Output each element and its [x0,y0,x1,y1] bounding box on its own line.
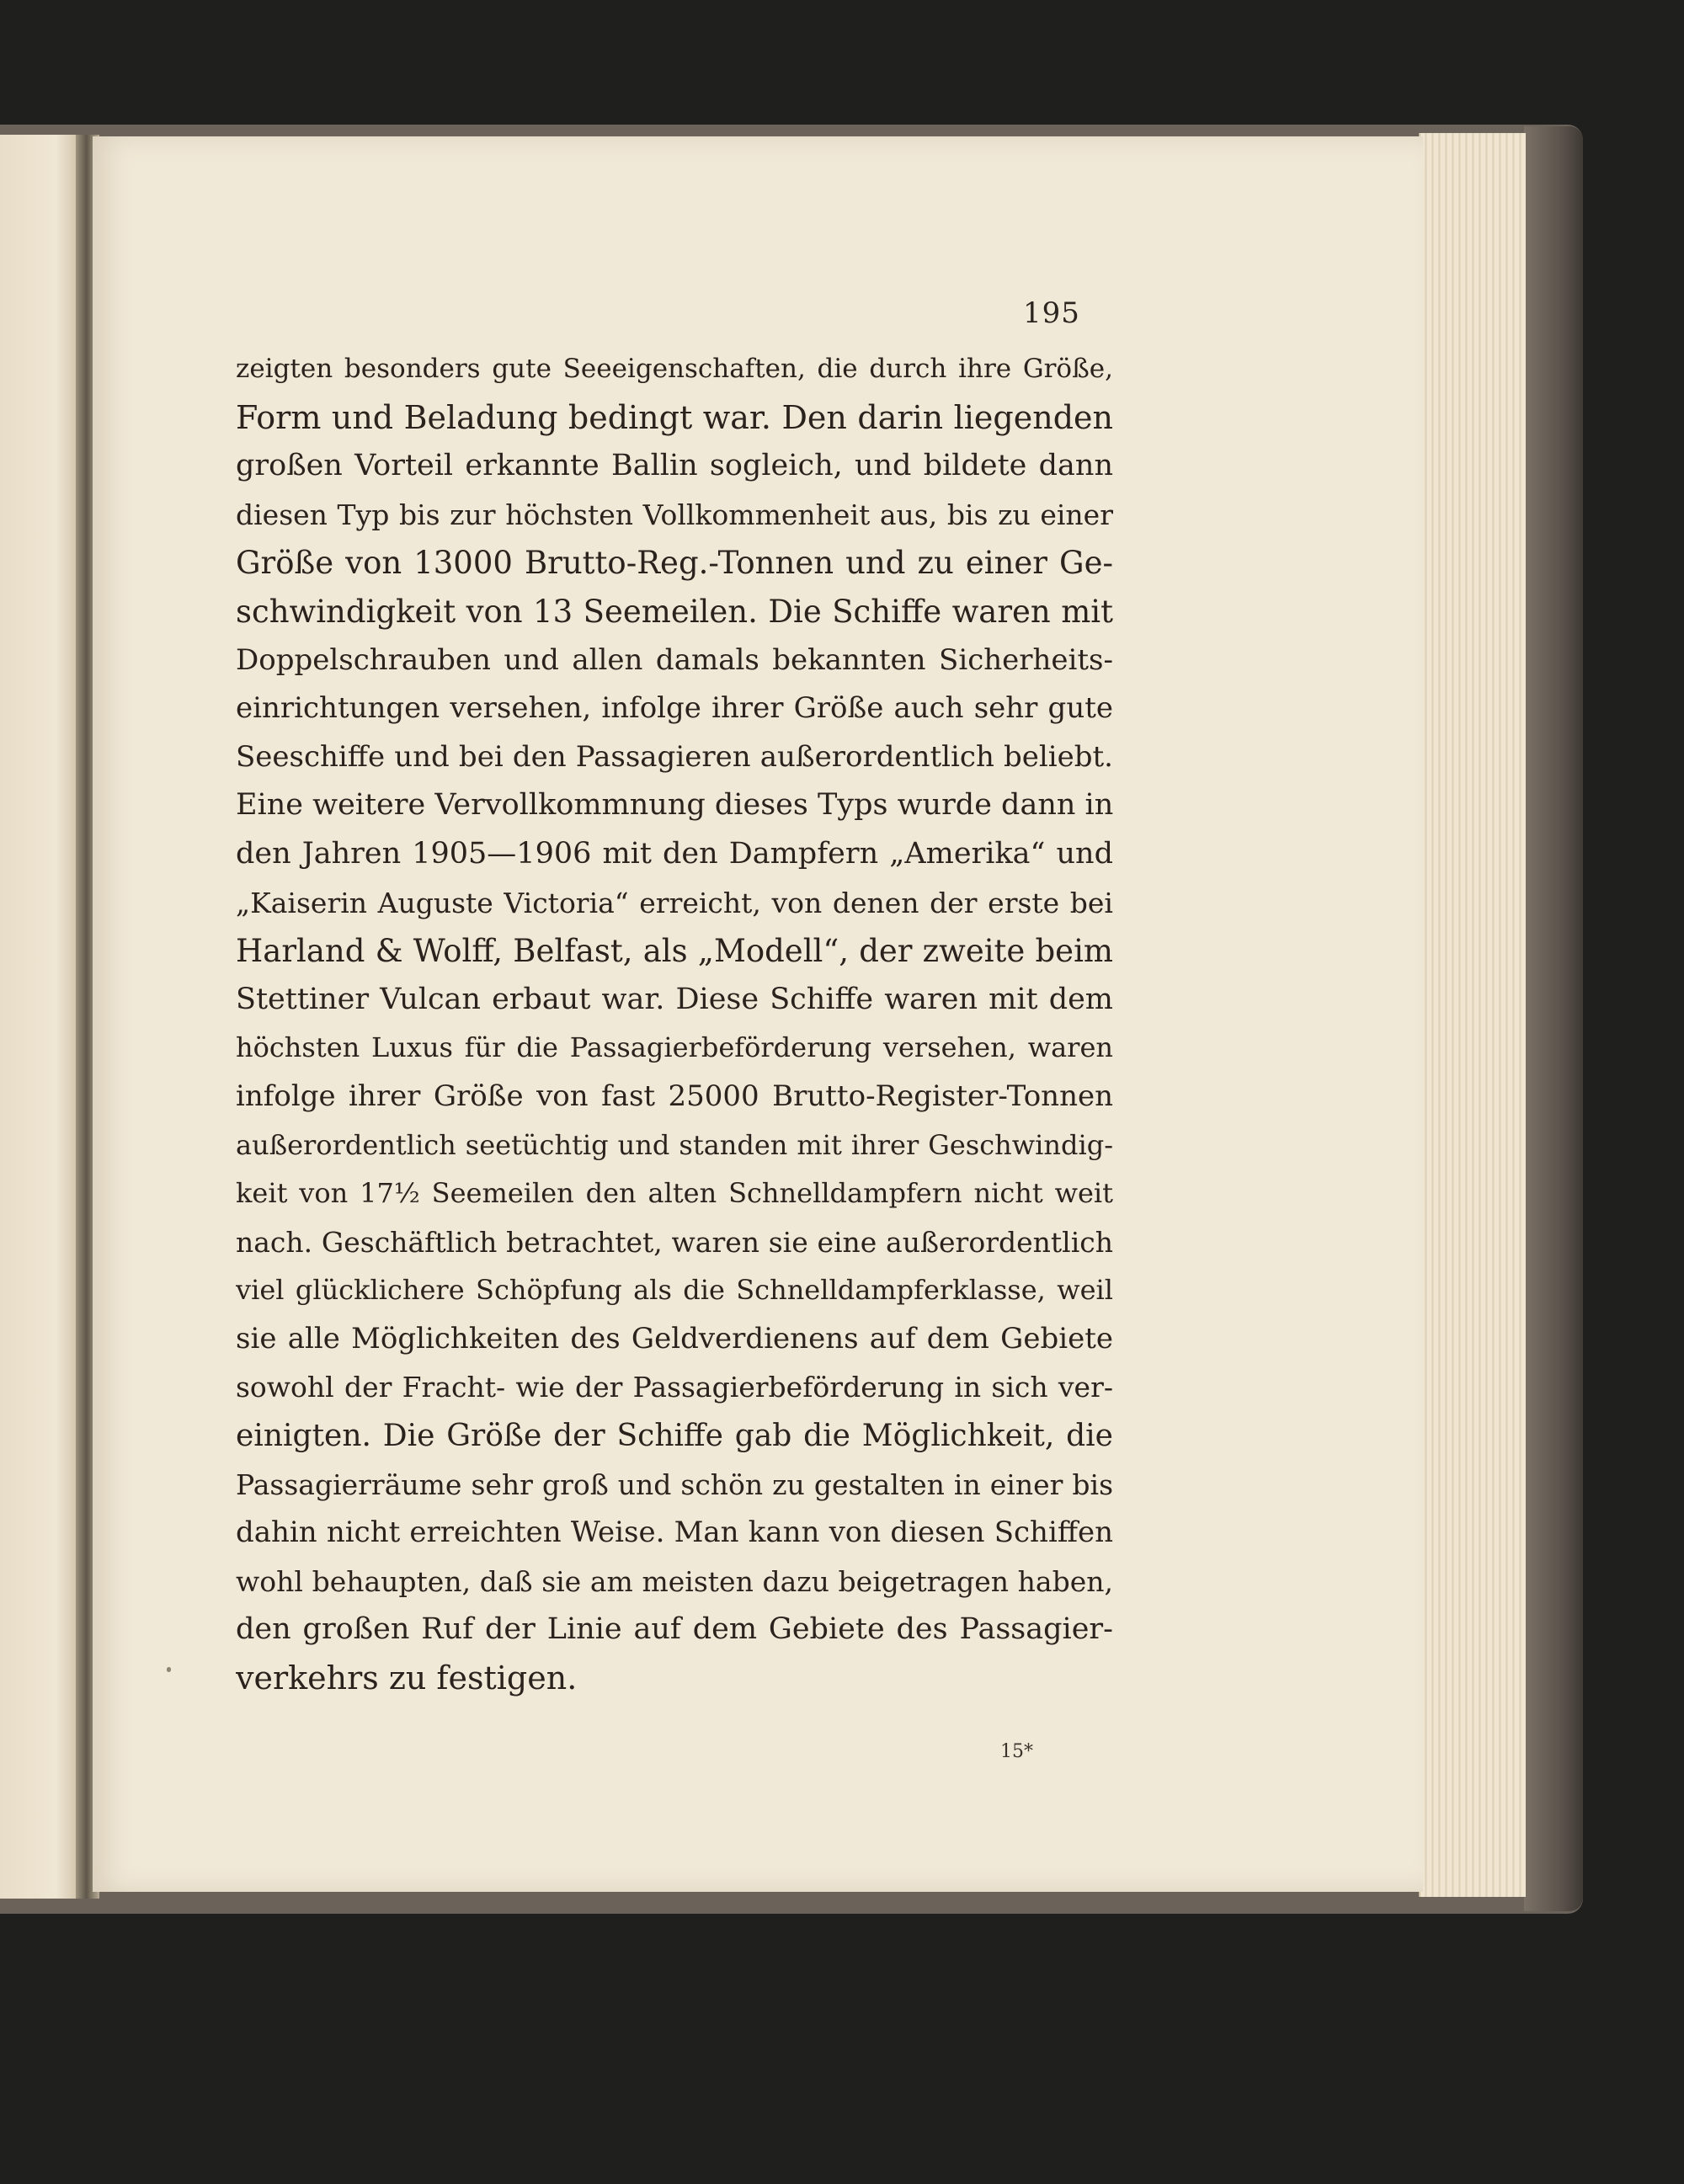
text-line: wohl behaupten, daß sie am meisten dazu beigetragen haben, [236,1564,1113,1598]
text-line: Eine weitere Vervollkommnung dieses Typs wurde dann in [236,788,1113,823]
text-line: „Kaiserin Auguste Victoria“ erreicht, von denen der erste bei [236,886,1113,919]
page-number: 195 [1023,296,1080,330]
paper-speck [167,1667,171,1672]
text-line: den Jahren 1905—1906 mit den Dampfern „Amerika“ und [236,836,1113,871]
text-line: Seeschiffe und bei den Passagieren außerordentlich beliebt. [236,739,1113,774]
text-line: einrichtungen versehen, infolge ihrer Größe auch sehr gute [236,691,1113,726]
text-line: sie alle Möglichkeiten des Geldverdienens auf dem Gebiete [236,1321,1113,1356]
text-line: den großen Ruf der Linie auf dem Gebiete des Passagier- [236,1612,1113,1647]
signature-mark: 15* [1000,1741,1033,1762]
text-line: großen Vorteil erkannte Ballin sogleich, und bildete dann [236,449,1113,483]
text-line: einigten. Die Größe der Schiffe gab die Möglichkeit, die [236,1419,1113,1454]
text-line: außerordentlich seetüchtig und standen mit ihrer Geschwindig- [236,1128,1113,1161]
text-line: verkehrs zu festigen. [236,1659,578,1697]
text-line: keit von 17½ Seemeilen den alten Schnelldampfern nicht weit [236,1177,1113,1210]
text-line: Stettiner Vulcan erbaut war. Diese Schiffe waren mit dem [236,982,1113,1016]
text-line: Form und Beladung bedingt war. Den darin liegenden [236,398,1113,436]
text-line: dahin nicht erreichten Weise. Man kann von diesen Schiffen [236,1515,1113,1550]
cover-edge [1524,126,1583,1911]
text-line: diesen Typ bis zur höchsten Vollkommenheit aus, bis zu einer [236,498,1113,531]
text-line: Harland & Wolff, Belfast, als „Modell“, der zweite beim [236,933,1113,970]
text-line: Passagierräume sehr groß und schön zu gestalten in einer bis [236,1468,1113,1501]
text-line: schwindigkeit von 13 Seemeilen. Die Schiffe waren mit [236,593,1113,630]
left-page-edge [0,135,80,1899]
text-line: nach. Geschäftlich betrachtet, waren sie eine außerordentlich [236,1225,1113,1259]
body-text [236,345,1113,1703]
text-line: zeigten besonders gute Seeeigenschaften, die durch ihre Größe, [236,354,1113,384]
text-line: viel glücklichere Schöpfung als die Schnelldampferklasse, weil [236,1274,1113,1307]
text-line: Doppelschrauben und allen damals bekannten Sicherheits- [236,642,1113,677]
text-line: infolge ihrer Größe von fast 25000 Brutto-Register-Tonnen [236,1079,1113,1113]
text-line: höchsten Luxus für die Passagierbeförderung versehen, waren [236,1031,1113,1064]
page-stack-edge [1419,133,1526,1897]
text-line: Größe von 13000 Brutto-Reg.-Tonnen und zu einer Ge- [236,545,1113,582]
text-line: sowohl der Fracht- wie der Passagierbeförderung in sich ver- [236,1371,1113,1404]
